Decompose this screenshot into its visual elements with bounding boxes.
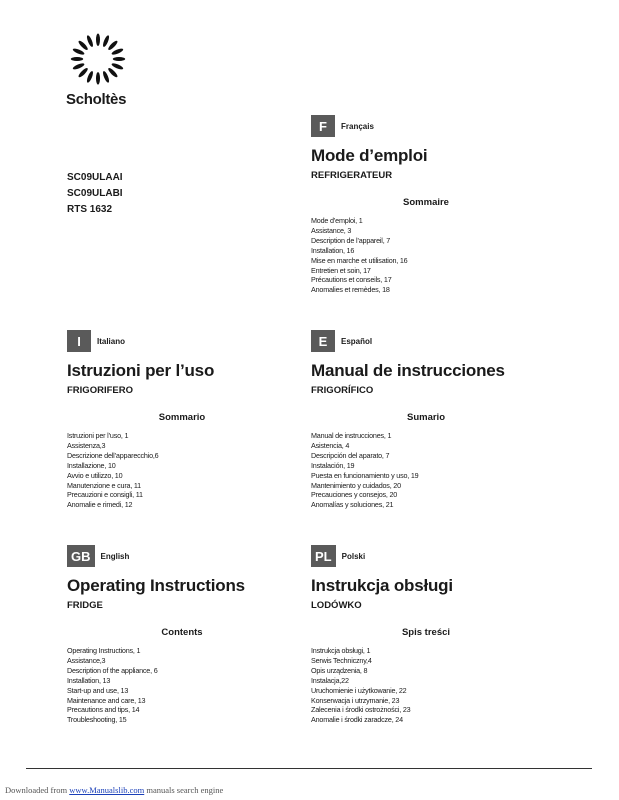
logo-ray <box>96 72 100 84</box>
toc-heading: Sommaire <box>403 197 449 208</box>
toc-list <box>311 646 571 725</box>
section-subtitle: FRIGORIFERO <box>67 385 133 396</box>
model-number: RTS 1632 <box>67 204 113 215</box>
section-polish <box>311 545 571 725</box>
toc-entry: Start-up and use, 13 <box>67 685 129 695</box>
toc-entry: Mise en marche et utilisation, 16 <box>311 255 408 265</box>
toc-entry: Installation, 16 <box>311 245 355 255</box>
toc-heading: Spis treści <box>401 627 451 638</box>
toc-heading: Sommario <box>158 412 206 423</box>
section-subtitle: REFRIGERATEUR <box>311 170 393 181</box>
toc-list <box>311 431 571 510</box>
brand-logo-icon <box>62 28 134 90</box>
logo-ray <box>111 47 124 55</box>
toc-entry: Istruzioni per l’uso, 1 <box>67 431 129 440</box>
toc-entry: Manutenzione e cura, 11 <box>67 480 141 490</box>
section-title: Manual de instrucciones <box>311 361 505 380</box>
toc-entry: Zalecenia i środki ostrożności, 23 <box>311 705 411 715</box>
toc-entry: Asistencia, 4 <box>311 440 350 450</box>
section-spanish <box>311 330 571 510</box>
logo-ray <box>86 70 94 83</box>
model-list <box>67 170 123 218</box>
download-footer <box>5 785 223 795</box>
toc-entry: Maintenance and care, 13 <box>67 695 146 705</box>
logo-ray <box>77 67 89 79</box>
language-code-badge: E <box>311 330 335 352</box>
toc-entry: Installazione, 10 <box>67 460 116 470</box>
brand-name: Scholtès <box>66 91 127 108</box>
logo-ray <box>72 47 85 55</box>
language-name: Italiano <box>97 336 126 346</box>
footer-divider <box>26 768 592 769</box>
logo-ray <box>102 35 110 48</box>
toc-entry: Description of the appliance, 6 <box>67 665 158 675</box>
section-title: Instrukcja obsługi <box>311 576 453 595</box>
toc-entry: Assistenza,3 <box>67 440 106 450</box>
toc-entry: Precautions and tips, 14 <box>67 705 140 715</box>
section-italian <box>67 330 327 510</box>
logo-ray <box>111 62 124 70</box>
section-subtitle: FRIDGE <box>67 600 103 611</box>
toc-entry: Precauciones y consejos, 20 <box>311 490 398 500</box>
toc-entry: Instalacja,22 <box>311 675 349 685</box>
language-name: Polski <box>341 551 366 561</box>
toc-entry: Anomalie e rimedi, 12 <box>67 500 133 510</box>
language-name: Français <box>341 121 374 131</box>
toc-entry: Uruchomienie i użytkowanie, 22 <box>311 685 407 695</box>
manualslib-link[interactable]: www.Manualslib.com <box>69 785 145 795</box>
toc-entry: Precauzioni e consigli, 11 <box>67 490 143 500</box>
logo-ray <box>113 57 125 61</box>
section-subtitle: FRIGORÍFICO <box>311 385 374 396</box>
toc-entry: Assistance,3 <box>67 655 106 665</box>
toc-heading: Sumario <box>406 412 445 423</box>
toc-entry: Opis urządzenia, 8 <box>311 665 368 675</box>
toc-entry: Descripción del aparato, 7 <box>311 450 390 460</box>
section-title: Operating Instructions <box>67 576 245 595</box>
logo-ray <box>107 40 119 52</box>
logo-ray <box>77 40 89 52</box>
language-name: English <box>100 551 130 561</box>
toc-entry: Troubleshooting, 15 <box>67 715 127 725</box>
model-number: SC09ULAAI <box>67 172 123 183</box>
toc-entry: Description de l’appareil, 7 <box>311 235 391 245</box>
toc-entry: Assistance, 3 <box>311 225 352 235</box>
toc-entry: Entretien et soin, 17 <box>311 265 371 275</box>
logo-ray <box>86 35 94 48</box>
logo-ray <box>71 57 83 61</box>
toc-list <box>311 216 571 295</box>
logo-ray <box>107 67 119 79</box>
section-english <box>67 545 327 725</box>
toc-list <box>67 431 327 510</box>
toc-entry: Descrizione dell’apparecchio,6 <box>67 450 159 460</box>
toc-entry: Konserwacja i utrzymanie, 23 <box>311 695 400 705</box>
toc-entry: Anomalías y soluciones, 21 <box>311 500 394 510</box>
model-number: SC09ULABI <box>67 188 123 199</box>
toc-entry: Instalación, 19 <box>311 460 355 470</box>
section-french <box>311 115 571 295</box>
section-title: Istruzioni per l’uso <box>67 361 215 380</box>
section-subtitle: LODÓWKO <box>311 600 362 611</box>
language-code-badge: I <box>67 330 91 352</box>
section-title: Mode d’emploi <box>311 146 428 165</box>
toc-entry: Manual de instrucciones, 1 <box>311 431 392 440</box>
footer-suffix: manuals search engine <box>144 785 224 795</box>
toc-list <box>67 646 327 725</box>
toc-entry: Anomalies et remèdes, 18 <box>311 285 390 295</box>
toc-entry: Précautions et conseils, 17 <box>311 275 392 285</box>
toc-entry: Operating Instructions, 1 <box>67 646 141 655</box>
logo-ray <box>96 33 100 45</box>
language-code-badge: PL <box>311 545 336 567</box>
toc-entry: Serwis Techniczny,4 <box>311 655 372 665</box>
toc-heading: Contents <box>161 627 203 638</box>
toc-entry: Mode d’emploi, 1 <box>311 216 363 225</box>
logo-ray <box>72 62 85 70</box>
toc-entry: Avvio e utilizzo, 10 <box>67 470 123 480</box>
language-code-badge: F <box>311 115 335 137</box>
logo-ray <box>102 70 110 83</box>
language-code-badge: GB <box>67 545 95 567</box>
toc-entry: Installation, 13 <box>67 675 111 685</box>
toc-entry: Puesta en funcionamiento y uso, 19 <box>311 470 419 480</box>
language-name: Español <box>341 336 373 346</box>
footer-prefix: Downloaded from <box>5 785 70 795</box>
toc-entry: Mantenimiento y cuidados, 20 <box>311 480 401 490</box>
toc-entry: Instrukcja obsługi, 1 <box>311 646 371 655</box>
toc-entry: Anomalie i środki zaradcze, 24 <box>311 715 403 725</box>
